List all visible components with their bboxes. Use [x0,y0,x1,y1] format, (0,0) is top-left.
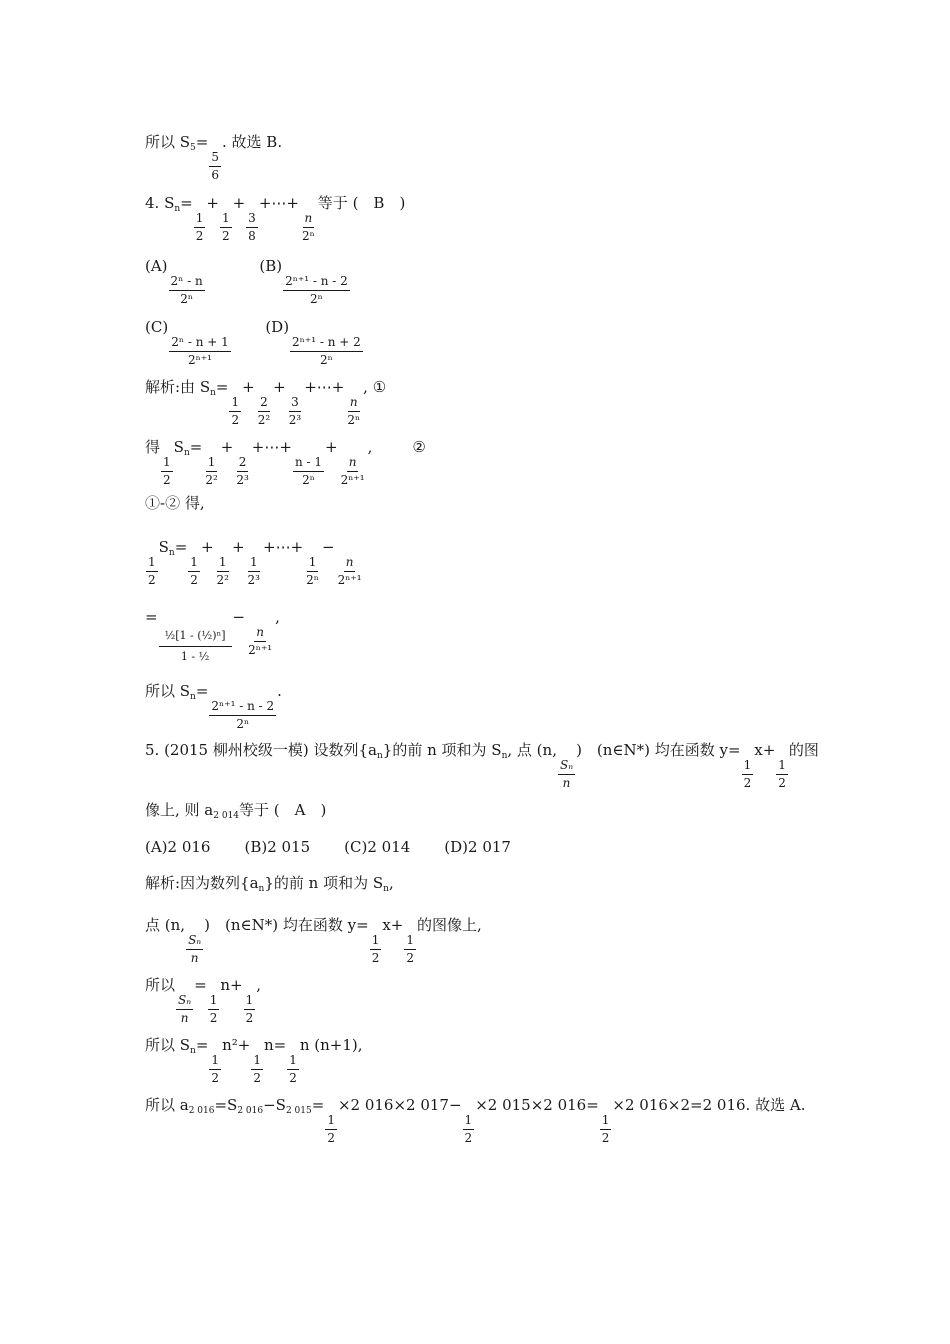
math-text: + [273,378,286,396]
fraction [234,456,250,488]
math-text: 1 [600,1114,612,1130]
math-text: 2 [209,1011,218,1026]
math-text: + [242,378,255,396]
math-text: n [258,884,265,894]
math-text: = [195,133,209,151]
fraction [325,1114,337,1146]
math-text: . [277,682,282,700]
math-text: 1 [251,1054,263,1070]
math-text: n [183,448,190,458]
math-text: n (n+1), [299,1036,363,1054]
math-text: 2 [211,1071,220,1086]
math-text: 像上, 则 a [145,801,214,819]
fraction [208,994,220,1026]
math-text: 所以 S [145,682,191,700]
math-text: ⋯ [275,538,291,556]
answer-line-s5 [145,135,282,183]
math-text: n [303,212,315,228]
math-text: x+ [382,916,404,934]
fraction [404,934,416,966]
answer-line-5 [145,1098,805,1146]
fraction [287,396,303,428]
math-text: 2ⁿ [302,473,315,488]
math-text: 2 [163,473,171,488]
math-text: ⋯ [316,378,332,396]
math-text: + [200,538,214,556]
math-text: n - 1 [293,456,324,472]
solution-line-1 [145,380,386,428]
answer-line-3 [145,978,261,1026]
math-text: (B)2 015 [244,838,311,856]
math-text: = [180,194,193,212]
math-text: 所以 S [145,133,191,151]
fraction [186,934,203,966]
fraction [209,1054,221,1086]
math-text: 1 [188,556,200,572]
math-text: 2ⁿ⁺¹ [248,643,273,658]
math-text: 2 [406,951,414,966]
math-text: 2³ [288,413,302,428]
math-text: (C) [145,318,169,336]
math-text: S [173,438,184,456]
math-text: 等于 ( A ) [239,801,327,819]
math-text: 2 [743,776,752,791]
math-text: 1 [776,759,788,775]
math-text: −S [263,1096,286,1114]
math-text: 2 016 [237,1106,264,1116]
math-text: ×2 016×2=2 016. 故选 A. [612,1096,806,1114]
fraction [246,556,262,588]
math-text: n+ [220,976,243,994]
solution-line-4 [145,540,365,588]
math-text: 1 [208,994,220,1010]
fraction [304,556,321,588]
math-text: ⋯ [264,438,280,456]
answer-line-1 [145,876,394,894]
math-text: = [215,378,229,396]
fraction [558,759,575,791]
math-text: 2 016 [188,1106,215,1116]
fraction [220,212,232,244]
math-text: 1 [463,1114,475,1130]
math-text: (C)2 014 [344,838,411,856]
math-text: 1 - ½ [180,650,210,664]
math-text: 2ⁿ⁺¹ - n - 2 [283,275,350,291]
fraction [293,456,324,488]
math-text: 解析:由 S [145,378,211,396]
math-text: n [190,951,199,966]
math-text: n²+ [222,1036,251,1054]
solution-line-3 [145,496,205,511]
math-text: + [263,538,276,556]
math-text: 1 [161,456,173,472]
math-text: 2ⁿ - n + 1 [169,336,231,352]
math-text: = [189,438,203,456]
fraction [203,456,219,488]
math-text: 1 [248,556,260,572]
math-text: 2ⁿ⁺¹ [187,353,212,368]
fraction [246,626,274,658]
math-text: 2ⁿ⁺¹ - n - 2 [209,700,276,716]
option-c-fraction [169,336,231,368]
math-text: (D)2 017 [444,838,511,856]
math-text: − [232,608,246,626]
math-text: ×2 016×2 017− [337,1096,462,1114]
math-text: 5. (2015 柳州校级一模) 设数列{a [145,741,377,759]
math-text: 2² [205,473,218,488]
math-text: 2ⁿ [301,229,315,244]
math-text: 2 [190,573,198,588]
fraction [244,994,256,1026]
math-text: n [254,626,266,642]
math-text: 2 [371,951,380,966]
question-4 [145,196,405,244]
fraction [776,759,788,791]
math-text: 点 (n, [145,916,186,934]
math-text: 1 [742,759,754,775]
math-text: + [231,538,245,556]
math-text: ② [412,438,426,456]
math-text: + [251,438,265,456]
math-text: 6 [211,168,219,183]
solution-line-2 [145,440,426,488]
math-text: , [367,438,373,456]
math-text: 3 [289,396,301,412]
math-text: }的前 n 项和为 S [382,741,502,759]
math-text: + [331,378,345,396]
fraction [161,456,173,488]
math-text: 2 [258,396,270,412]
options-a-b [145,259,351,307]
math-text: + [279,438,292,456]
options-q5 [145,840,511,855]
math-text: 1 [229,396,241,412]
math-text: = [195,1036,209,1054]
math-text: (A)2 016 [145,838,211,856]
answer-line-2 [145,918,482,966]
math-text: + [206,194,219,212]
math-text: ⋯ [271,194,287,212]
math-text: n [376,751,383,761]
fraction [215,556,231,588]
math-text: (D) [265,318,290,336]
math-text: n [180,1011,189,1026]
math-text: ) (n∈N*) 均在函数 y= [204,916,369,934]
math-text: 2 [237,456,249,472]
math-text: 1 [209,1054,221,1070]
math-text: , [256,976,261,994]
math-text: ) (n∈N*) 均在函数 y= [576,741,741,759]
math-text: S [158,538,169,556]
math-text: n [562,776,571,791]
geometric-sum-fraction [159,628,232,664]
fraction [345,396,362,428]
fraction [251,1054,263,1086]
math-text: 2ⁿ [236,717,250,732]
math-text: = [194,976,207,994]
math-text: 2 [327,1131,335,1146]
math-text: 2² [216,573,229,588]
math-text: + [258,194,272,212]
math-text: 1 [287,1054,299,1070]
math-text: 2 [221,229,230,244]
math-text: n [174,204,181,214]
math-text: 2 014 [213,811,240,821]
math-text: 2ⁿ [180,292,194,307]
question-5 [145,743,819,791]
math-text: 2 [778,776,786,791]
fraction [194,212,206,244]
math-text: = [174,538,188,556]
math-text: n [344,556,356,572]
math-text: n [190,1046,196,1056]
solution-result [145,684,282,732]
math-text: n [501,751,508,761]
math-text: 2 [601,1131,610,1146]
option-b-fraction [283,275,350,307]
math-text: =S [214,1096,238,1114]
math-text: 5 [190,143,196,153]
fraction [176,994,193,1026]
math-text: 2ⁿ [347,413,361,428]
math-text: 2ⁿ [306,573,319,588]
math-text: , [275,608,280,626]
math-text: 2ⁿ⁺¹ - n + 2 [290,336,363,352]
math-text: 2² [257,413,271,428]
math-text: n [348,396,360,412]
option-d-fraction [290,336,363,368]
math-text: − [321,538,335,556]
math-text: , ① [363,378,387,396]
math-text: 2ⁿ - n [169,275,205,291]
math-text: (B) [259,257,283,275]
fraction [188,556,200,588]
math-text: n [168,548,175,558]
math-text: + [220,438,234,456]
fraction [300,212,317,244]
fraction [246,212,258,244]
math-text: 2³ [236,473,249,488]
math-text: 2 [464,1131,473,1146]
math-text: 2 [289,1071,297,1086]
math-text: 3 [246,212,258,228]
fraction [287,1054,299,1086]
math-text: n [383,884,389,894]
math-text: 1 [244,994,256,1010]
math-text: 1 [404,934,416,950]
math-text: 1 [325,1114,337,1130]
math-text: + [290,538,304,556]
math-text: = [311,1096,325,1114]
math-text: ½[1 - (½)ⁿ] [159,628,232,648]
math-text: 2 015 [285,1106,312,1116]
math-text: 2 [253,1071,261,1086]
math-text: 的图 [788,741,819,759]
math-text: 2 [231,413,240,428]
math-text: Sₙ [186,934,203,950]
fraction [229,396,241,428]
math-text: x+ [754,741,776,759]
math-text: 1 [370,934,382,950]
math-text: 的图像上, [417,916,482,934]
math-text: + [325,438,338,456]
fraction [463,1114,475,1146]
math-text: n [190,692,196,702]
math-text: = [195,682,209,700]
question-5-cont [145,803,326,821]
fraction [339,456,367,488]
math-text: 1 [206,456,218,472]
math-text: 等于 ( B ) [317,194,406,212]
math-text: 2³ [247,573,260,588]
fraction [209,151,221,183]
solution-line-5 [145,610,280,664]
math-text: 1 [220,212,232,228]
math-text: 1 [146,556,158,572]
math-text: Sₙ [176,994,193,1010]
math-text: }的前 n 项和为 S [264,874,384,892]
option-a-fraction [169,275,205,307]
math-text: + [232,194,246,212]
math-text: n [210,388,216,398]
math-text: , [388,874,394,892]
math-text: . 故选 B. [222,133,283,151]
math-text: 2ⁿ⁺¹ [340,473,365,488]
math-text: 得 [145,438,161,456]
fraction [370,934,382,966]
math-text: 2 [245,1011,254,1026]
math-text: 8 [248,229,256,244]
fraction [336,556,364,588]
math-text: 2ⁿ [319,353,333,368]
math-text: 1 [307,556,319,572]
math-text: = [145,608,158,626]
math-text: 2 [148,573,156,588]
math-text: 解析:因为数列{a [145,874,259,892]
math-text: + [304,378,317,396]
math-text: 2ⁿ [310,292,323,307]
math-text: (A) [145,257,168,275]
math-text: ×2 015×2 016= [475,1096,599,1114]
fraction [146,556,158,588]
math-text: 1 [217,556,229,572]
math-text: 所以 a [145,1096,189,1114]
fraction [209,700,276,732]
math-text: 2ⁿ⁺¹ [337,573,362,588]
math-text: 4. S [145,194,175,212]
answer-line-4 [145,1038,363,1086]
math-text: 所以 S [145,1036,191,1054]
math-text: + [286,194,299,212]
fraction [742,759,754,791]
fraction [256,396,272,428]
math-text: 1 [194,212,206,228]
math-text: 2 [195,229,204,244]
math-text: Sₙ [558,759,575,775]
options-c-d [145,320,364,368]
fraction [600,1114,612,1146]
math-text: 所以 [145,976,176,994]
math-text: n= [263,1036,287,1054]
math-text: 5 [209,151,221,167]
math-text: n [347,456,359,472]
math-text: ①-② 得, [145,494,205,512]
math-text: , 点 (n, [507,741,557,759]
